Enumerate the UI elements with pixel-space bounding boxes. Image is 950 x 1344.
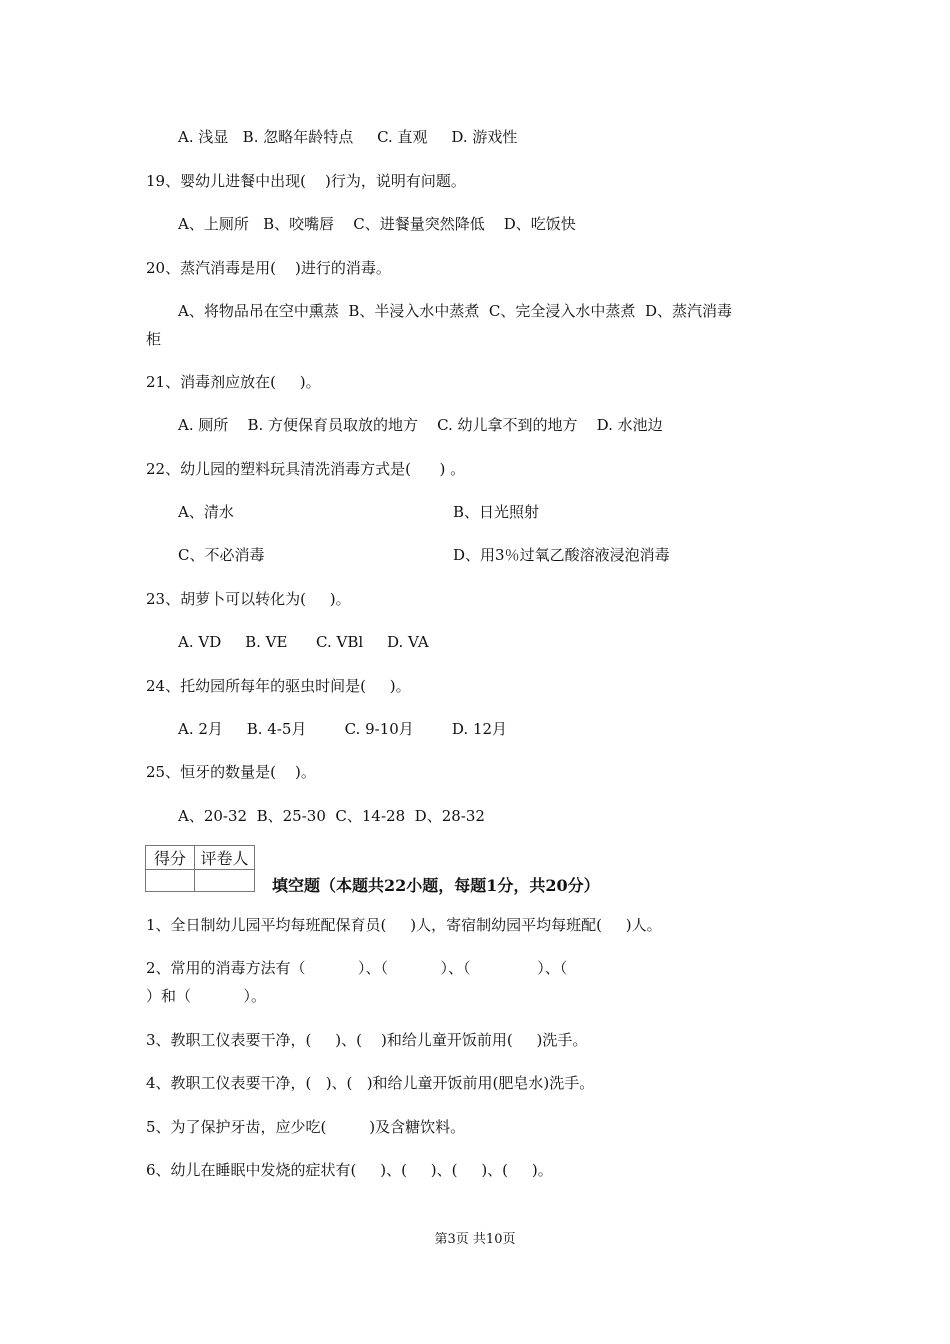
fill-q2: 2、常用的消毒方法有（ ）、（ ）、（ ）、（ bbox=[146, 959, 568, 977]
q22-option-b: B、日光照射 bbox=[453, 503, 540, 521]
score-cell bbox=[146, 870, 195, 892]
q22-option-c: C、不必消毒 bbox=[178, 546, 265, 564]
page-footer: 第3页 共10页 bbox=[434, 1232, 516, 1247]
fill-q6: 6、幼儿在睡眠中发烧的症状有( )、( )、( )、( )。 bbox=[146, 1161, 553, 1179]
score-header: 得分 bbox=[146, 846, 195, 870]
q21-stem: 21、消毒剂应放在( )。 bbox=[146, 373, 321, 391]
q18-options: A. 浅显 B. 忽略年龄特点 C. 直观 D. 游戏性 bbox=[178, 128, 518, 146]
fill-q1: 1、全日制幼儿园平均每班配保育员( )人，寄宿制幼园平均每班配( )人。 bbox=[146, 916, 662, 934]
q23-options: A. VD B. VE C. VBl D. VA bbox=[178, 633, 429, 651]
fill-q5: 5、为了保护牙齿，应少吃( )及含糖饮料。 bbox=[146, 1118, 466, 1136]
q19-options: A、上厕所 B、咬嘴唇 C、进餐量突然降低 D、吃饭快 bbox=[178, 215, 576, 233]
q20-options-wrap: 柜 bbox=[146, 330, 162, 348]
q25-options: A、20-32 B、25-30 C、14-28 D、28-32 bbox=[178, 807, 485, 825]
q24-stem: 24、托幼园所每年的驱虫时间是( )。 bbox=[146, 677, 411, 695]
grader-cell bbox=[195, 870, 255, 892]
q24-options: A. 2月 B. 4-5月 C. 9-10月 D. 12月 bbox=[178, 720, 508, 738]
q22-option-a: A、清水 bbox=[178, 503, 234, 521]
q23-stem: 23、胡萝卜可以转化为( )。 bbox=[146, 590, 351, 608]
fill-q3: 3、教职工仪表要干净，( )、( )和给儿童开饭前用( )洗手。 bbox=[146, 1031, 588, 1049]
fill-q2-wrap: ）和（ ）。 bbox=[146, 987, 266, 1005]
q19-stem: 19、婴幼儿进餐中出现( )行为，说明有问题。 bbox=[146, 172, 466, 190]
q22-option-d: D、用3％过氧乙酸溶液浸泡消毒 bbox=[453, 546, 670, 564]
q25-stem: 25、恒牙的数量是( )。 bbox=[146, 763, 316, 781]
section-title: 填空题（本题共22小题，每题1分，共20分） bbox=[272, 876, 600, 895]
q20-options: A、将物品吊在空中熏蒸 B、半浸入水中蒸煮 C、完全浸入水中蒸煮 D、蒸汽消毒 bbox=[178, 302, 732, 320]
fill-q4: 4、教职工仪表要干净，( )、( )和给儿童开饭前用(肥皂水)洗手。 bbox=[146, 1074, 595, 1092]
q20-stem: 20、蒸汽消毒是用( )进行的消毒。 bbox=[146, 259, 391, 277]
grader-header: 评卷人 bbox=[195, 846, 255, 870]
q22-stem: 22、幼儿园的塑料玩具清洗消毒方式是( ) 。 bbox=[146, 460, 466, 478]
score-box bbox=[145, 845, 255, 892]
q21-options: A. 厕所 B. 方便保育员取放的地方 C. 幼儿拿不到的地方 D. 水池边 bbox=[178, 416, 663, 434]
